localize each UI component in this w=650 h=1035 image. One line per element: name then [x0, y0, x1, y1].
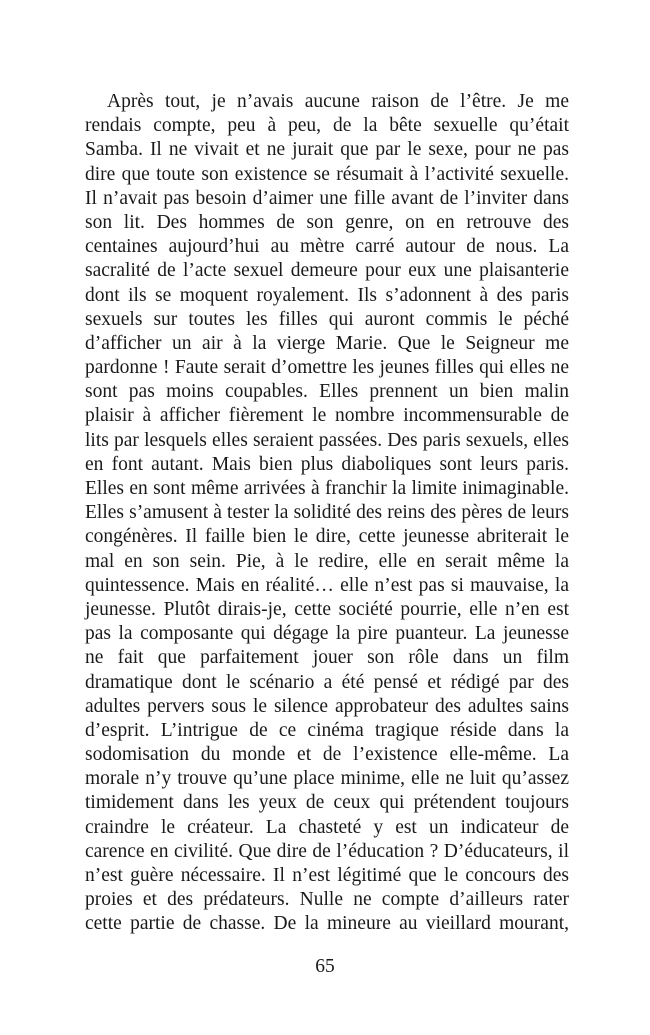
text-line: pas la composante qui dégage la pire puanteur. La jeunesse: [85, 623, 569, 645]
text-line: sont pas moins coupables. Elles prennent un bien malin: [85, 381, 569, 403]
text-line: craindre le créateur. La chasteté y est un indicateur de: [85, 816, 569, 838]
text-line: dramatique dont le scénario a été pensé et rédigé par des: [85, 671, 569, 693]
text-line: jeunesse. Plutôt dirais-je, cette société pourrie, elle n’en est: [85, 598, 569, 620]
text-line: adultes pervers sous le silence approbateur des adultes sains: [85, 695, 569, 717]
text-line: Il n’avait pas besoin d’aimer une fille avant de l’inviter dans: [85, 187, 569, 209]
text-line: morale n’y trouve qu’une place minime, elle ne luit qu’assez: [85, 768, 569, 790]
body-text: [85, 90, 569, 937]
text-line: Après tout, je n’avais aucune raison de l’être. Je me: [107, 91, 569, 112]
text-line: congénères. Il faille bien le dire, cette jeunesse abriterait le: [85, 526, 569, 548]
text-line: carence en civilité. Que dire de l’éducation ? D’éducateurs, il: [85, 840, 569, 862]
text-line: ne fait que parfaitement jouer son rôle dans un film: [85, 647, 569, 669]
text-line: Samba. Il ne vivait et ne jurait que par le sexe, pour ne pas: [85, 139, 569, 161]
text-line: rendais compte, peu à peu, de la bête sexuelle qu’était: [85, 115, 569, 137]
text-line: d’esprit. L’intrigue de ce cinéma tragique réside dans la: [85, 719, 569, 741]
text-line: sexuels sur toutes les filles qui auront commis le péché: [85, 308, 569, 330]
text-line: proies et des prédateurs. Nulle ne compte d’ailleurs rater: [85, 889, 569, 911]
text-line: mal en son sein. Pie, à le redire, elle en serait même la: [85, 550, 569, 572]
text-line: cette partie de chasse. De la mineure au vieillard mourant,: [85, 913, 569, 935]
text-line: lits par lesquels elles seraient passées. Des paris sexuels, elles: [85, 429, 569, 451]
text-line: Elles s’amusent à tester la solidité des reins des pères de leurs: [85, 502, 569, 524]
text-line: sacralité de l’acte sexuel demeure pour eux une plaisanterie: [85, 260, 569, 282]
text-line: d’afficher un air à la vierge Marie. Que le Seigneur me: [85, 332, 569, 354]
text-line: en font autant. Mais bien plus diaboliques sont leurs paris.: [85, 453, 569, 475]
text-line: timidement dans les yeux de ceux qui prétendent toujours: [85, 792, 569, 814]
text-line: Elles en sont même arrivées à franchir la limite inimaginable.: [85, 478, 569, 499]
text-line: quintessence. Mais en réalité… elle n’est pas si mauvaise, la: [85, 574, 569, 596]
text-line: dont ils se moquent royalement. Ils s’adonnent à des paris: [85, 284, 569, 306]
text-line: sodomisation du monde et de l’existence elle-même. La: [85, 744, 569, 766]
text-line: plaisir à afficher fièrement le nombre incommensurable de: [85, 405, 569, 427]
text-line: dire que toute son existence se résumait à l’activité sexuelle.: [85, 163, 569, 185]
text-line: son lit. Des hommes de son genre, on en retrouve des: [85, 211, 569, 233]
text-line: centaines aujourd’hui au mètre carré autour de nous. La: [85, 236, 569, 258]
page-number: 65: [315, 956, 335, 977]
text-line: n’est guère nécessaire. Il n’est légitimé que le concours des: [85, 865, 569, 886]
text-line: pardonne ! Faute serait d’omettre les jeunes filles qui elles ne: [85, 357, 569, 379]
